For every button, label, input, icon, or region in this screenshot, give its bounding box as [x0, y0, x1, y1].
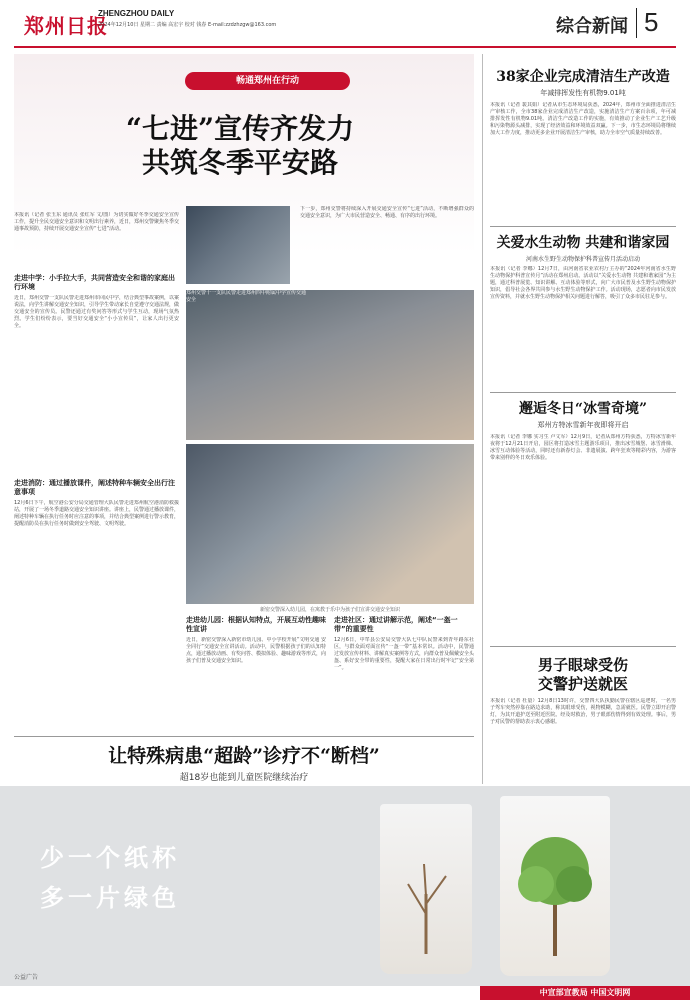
masthead — [0, 0, 690, 50]
a4-title-line1: 男子眼球受伤 — [537, 656, 628, 674]
footer-credit: 中宣部宣教局 中国文明网 — [480, 986, 690, 1000]
police-photo-small — [186, 206, 290, 284]
a1-body: 本报讯（记者 裴其娟）记者从市生态环境局获悉，2024年，郑州市全面推进清洁生产审核工作，全市38家企业完成清洁生产改造，实施清洁生产方案百余项，年可减排挥发性有机物9.01吨。清洁生产改造工作的实施，有效推动了企业生产工艺升级和污染物源头减排，实现了经济效益和环境效益双赢。下一步，市生态环境局将继续加大工作力度，推动更多企业开展清洁生产审核，助力全市空气质量持续改善。 — [490, 102, 676, 136]
story2-rule — [14, 736, 474, 737]
a4-title-line2: 交警护送就医 — [537, 675, 628, 693]
a3-title: 邂逅冬日“冰雪奇境” — [518, 401, 648, 417]
a3-body: 本报讯（记者 李娜 实习生 卢文军）12月9日，记者从郑州方特获悉，方特冰雪新年夜将于12月21日开启，园区将打造冰雪主题游乐项目，推出冰雪城堡、冰雪滑梯、冰雪互动体验等活动，同时还有新春灯会、非遗展演、跨年狂欢等精彩内容，为游客带来别样的冬日欢乐体验。 — [490, 434, 676, 461]
photo2-caption: 新密交警深入幼儿园，在寓教于乐中为孩子们宣讲交通安全知识 — [259, 607, 400, 613]
a1-subtitle: 年减排挥发性有机物9.01吨 — [540, 89, 626, 97]
ad-tag: 公益广告 — [14, 974, 39, 981]
lead-sub4: 走进幼儿园：根据认知特点，开展互动性趣味性宣讲 — [186, 616, 326, 633]
column-divider — [482, 54, 483, 784]
lead-title — [60, 112, 420, 180]
a4-body: 本报讯（记者 杜量）12月8日13时许，交警四大队执勤民警在辖区巡逻时，一名男子驾车突然停靠在路边求助，称其眼球受伤，视物模糊，急需就医。民警立即开启警灯，为其开道护送至附近医院。经及时救治，男子眼部伤情得到有效处理。事后，男子对民警的帮助表示衷心感谢。 — [490, 698, 676, 725]
column-banner: 畅通郑州在行动 — [185, 72, 350, 90]
lead-body5: 下一步，郑州交警将持续深入开展交通安全宣传“七进”活动，不断增强群众的交通安全意识，为广大市民营造安全、畅通、有序的出行环境。 — [300, 206, 474, 219]
divider — [636, 8, 637, 38]
kindergarten-photo — [186, 444, 474, 604]
page-number: 5 — [644, 7, 659, 37]
lead-body2: 12月6日下午，航空港公安分局交通管理大队民警走进郑州航空港消防救援站，开展了一场冬季道路交通安全知识讲座。讲座上，民警通过播放课件，阐述特种车辆在执行任务时应注意的事项，并结合典型案例进行警示教育，提醒消防员在执行任务时做到安全驾驶、文明驾驶。 — [14, 500, 179, 527]
ad-line2: 多一片绿色 — [40, 884, 180, 912]
dateline: 2024年12月10日 星期二 责编 高宏宇 校对 钱春 E-mail:zzdzhzgw@163.com — [98, 22, 277, 28]
cup-bare-tree — [380, 804, 472, 974]
lead-sub3: 走进社区：通过讲解示范，阐述“一盔一带”的重要性 — [334, 616, 458, 633]
lead-sub2: 走进消防：通过播放课件，阐述特种车辆安全出行注意事项 — [14, 479, 175, 496]
lead-body4: 近日，新密交警深入新密市幼儿园、中小学校开展“文明交通 安全同行”交通安全宣讲活动。活动中，民警根据孩子们的认知特点，通过播放动画、有奖问答、模拟体验、趣味游戏等形式，向孩子们普及交通安全知识。 — [186, 637, 326, 664]
lead-body1: 近日，郑州交警一支队民警走进郑州市回民中学，结合典型事故案例，以案说法，向学生讲解交通安全知识，引导学生带动家长自觉遵守交通法规，做交通安全的宣传员。民警还通过有奖问答等形式与学生互动，现场气氛热烈。学生们纷纷表示，要当好交通安全“小小宣传员”，让家人出行更安全。 — [14, 295, 179, 329]
photo1-caption: 郑州交警十一支队民警走进郑州四中附属中学宣传交通安全 — [186, 290, 307, 303]
a2-rule — [490, 226, 676, 227]
school-photo — [186, 290, 474, 440]
a2-subtitle: 河南水生野生动物保护科普宣传月活动启动 — [525, 256, 640, 263]
a2-title: 关爱水生动物 共建和谐家园 — [496, 235, 670, 251]
lead-body3: 12月6日，中牟县公安局交警大队七中队民警来到青年路东社区，与群众面对面宣传“一盔一带”基本常识。活动中，民警通过发放宣传材料、讲解真实案例等方式，向群众普及佩戴安全头盔、系好安全带的重要性，提醒大家在日常出行时牢记“安全第一”。 — [334, 637, 474, 671]
newspaper-logo: 郑州日报 — [24, 14, 108, 38]
masthead-rule — [14, 46, 676, 48]
story2-title: 让特殊病患“超龄”诊疗不“断档” — [108, 745, 380, 767]
ad-line1: 少一个纸杯 — [40, 844, 180, 872]
a3-rule — [490, 392, 676, 393]
a3-subtitle: 郑州方特冰雪新年夜即将开启 — [537, 421, 629, 429]
a4-title — [490, 656, 676, 694]
lead-intro: 本报讯（记者 张玉东 通讯员 张红军 文/图）为切实做好冬季交通安全宣传工作，提升全民交通安全意识和文明出行素养，近日，郑州交警聚焦冬季交通事故预防，持续开展交通安全宣传“七进”活动。 — [14, 212, 179, 232]
story2-subtitle: 超18岁也能到儿童医院继续治疗 — [179, 773, 309, 783]
section-title: 综合新闻 — [556, 16, 628, 37]
a1-title: 38家企业完成清洁生产改造 — [496, 69, 670, 85]
public-service-ad — [0, 786, 690, 986]
green-tree-icon — [500, 796, 610, 976]
lead-title-line1: “七进”宣传齐发力 — [125, 112, 355, 145]
newspaper-name: ZHENGZHOU DAILY — [98, 9, 175, 18]
lead-sub1: 走进中学：小手拉大手，共同营造安全和谐的家庭出行环境 — [14, 274, 175, 291]
a4-rule — [490, 646, 676, 647]
lead-title-line2: 共筑冬季平安路 — [141, 146, 338, 179]
cup-green-tree — [500, 796, 610, 976]
a2-body: 本报讯（记者 李娜）12月7日，由河南省农业农村厅主办的“2024年河南省水生野生动物保护科普宣传月”活动在郑州启动。活动以“关爱水生动物 共建和谐家园”为主题，通过科普展览、知识讲解、互动体验等形式，向广大市民普及水生野生动物保护知识，倡导社会各界共同参与水生野生动物保护工作。活动现场，志愿者向市民发放宣传资料，并就水生野生动物保护相关问题进行解答，吸引了众多市民驻足参与。 — [490, 266, 676, 300]
bare-tree-icon — [380, 804, 472, 974]
